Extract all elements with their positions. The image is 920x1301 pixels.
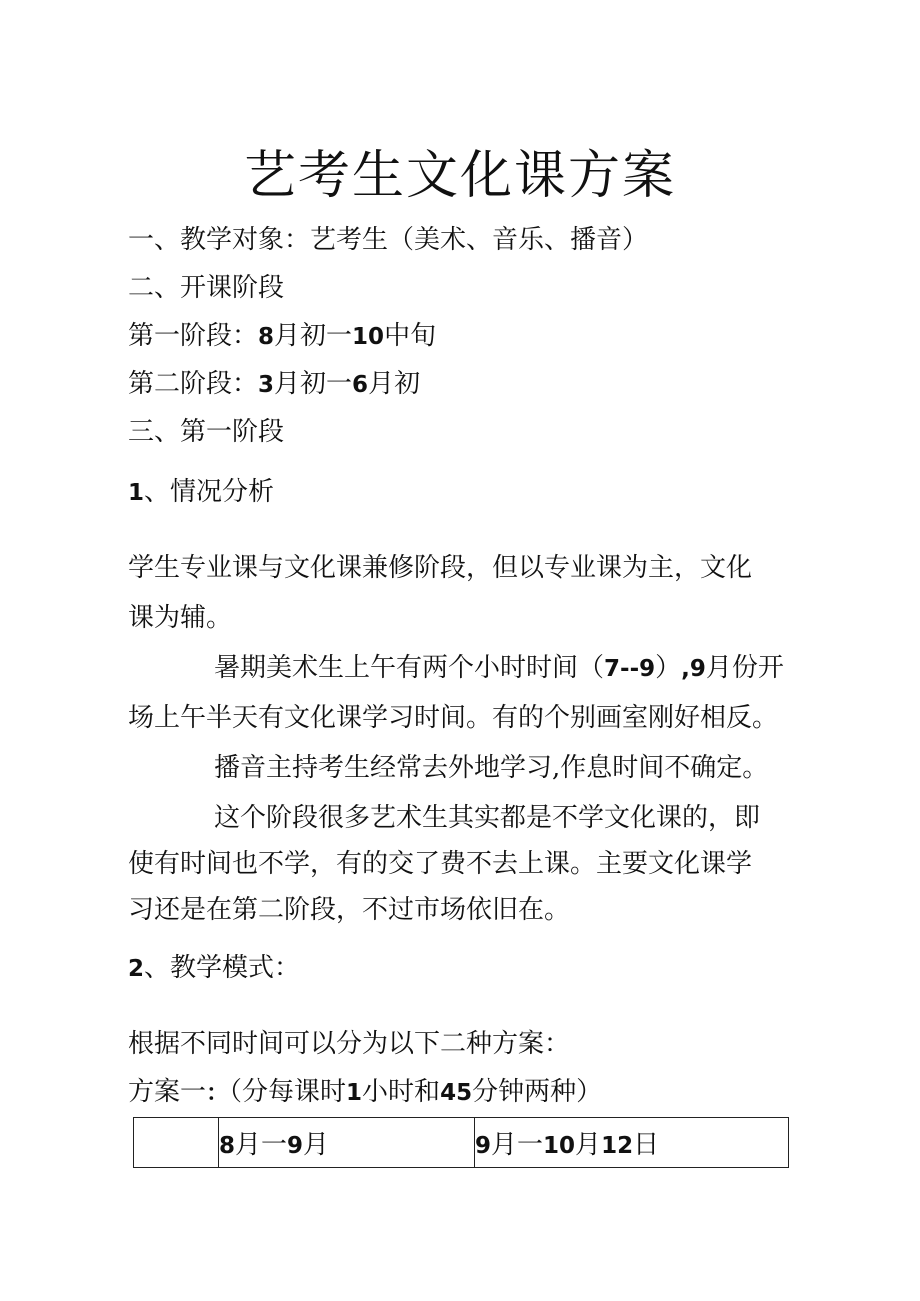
text-run: 分钟两种） (472, 1077, 603, 1107)
table-row (134, 1118, 789, 1168)
stage-two-mid: 月初一 (274, 369, 353, 399)
text-run: 月一 (235, 1130, 288, 1160)
month-number: 9 (287, 1133, 304, 1159)
stage-one-end-number: 10 (352, 324, 385, 350)
stage-one-label: 第一阶段： (128, 321, 259, 351)
text-run: 小时和 (362, 1077, 441, 1107)
text-run: 月一 (491, 1130, 544, 1160)
month-number: 8 (219, 1133, 236, 1159)
stage-one-mid: 月初一 (274, 321, 353, 351)
paragraph-line: 使有时间也不学，有的交了费不去上课。主要文化课学 (128, 849, 753, 879)
stage-one-end: 中旬 (384, 321, 437, 351)
section-course-stages: 二、开课阶段 (128, 273, 285, 303)
plan-label: 方案一 (128, 1077, 207, 1107)
text-run: 月份开 (705, 653, 784, 683)
plan-one-line (128, 1074, 602, 1111)
hour-number: 1 (346, 1080, 363, 1106)
table-cell-sep-oct (475, 1118, 789, 1168)
page-title: 艺考生文化课方案 (243, 146, 676, 206)
plan-colon: ： (206, 1080, 230, 1106)
text-run: （分每课时 (229, 1077, 347, 1107)
time-range: 7--9 (604, 656, 656, 682)
stage-one-start-number: 8 (258, 324, 275, 350)
table-cell-aug-sep (219, 1118, 475, 1168)
subsection-situation-analysis (128, 474, 274, 511)
table-cell-empty (134, 1118, 219, 1168)
subsection-number: 2 (128, 956, 145, 982)
plan-table (133, 1117, 789, 1168)
minute-number: 45 (440, 1080, 473, 1106)
stage-two-end-number: 6 (352, 372, 369, 398)
day-number: 12 (601, 1133, 634, 1159)
paragraph-line: 这个阶段很多艺术生其实都是不学文化课的，即 (214, 803, 761, 833)
subsection-number: 1 (128, 480, 145, 506)
text-run: 日 (633, 1130, 660, 1160)
stage-one-line (128, 318, 436, 355)
paragraph-line: 课为辅。 (128, 603, 233, 633)
text-run: 月 (575, 1130, 602, 1160)
month-number: 9 (475, 1133, 492, 1159)
month-number: 10 (543, 1133, 576, 1159)
month-number: ,9 (681, 656, 706, 682)
paragraph-line (214, 650, 784, 687)
paragraph-line: 根据不同时间可以分为以下二种方案： (128, 1029, 571, 1059)
stage-two-line (128, 366, 420, 403)
subsection-text: 、教学模式： (144, 953, 301, 983)
stage-two-start-number: 3 (258, 372, 275, 398)
paragraph-line: 场上午半天有文化课学习时间。有的个别画室刚好相反。 (128, 703, 779, 733)
stage-two-end: 月初 (368, 369, 421, 399)
subsection-teaching-mode (128, 950, 300, 987)
text-run: 月 (303, 1130, 330, 1160)
paragraph-line: 学生专业课与文化课兼修阶段，但以专业课为主，文化 (128, 553, 753, 583)
paragraph-line: 习还是在第二阶段，不过市场依旧在。 (128, 895, 571, 925)
section-stage-one: 三、第一阶段 (128, 417, 285, 447)
paragraph-line: 播音主持考生经常去外地学习,作息时间不确定。 (214, 753, 769, 783)
text-run: ） (655, 653, 682, 683)
section-teaching-target: 一、教学对象：艺考生（美术、音乐、播音） (128, 225, 649, 255)
text-run: 暑期美术生上午有两个小时时间（ (214, 653, 605, 683)
stage-two-label: 第二阶段： (128, 369, 259, 399)
subsection-text: 、情况分析 (144, 477, 275, 507)
